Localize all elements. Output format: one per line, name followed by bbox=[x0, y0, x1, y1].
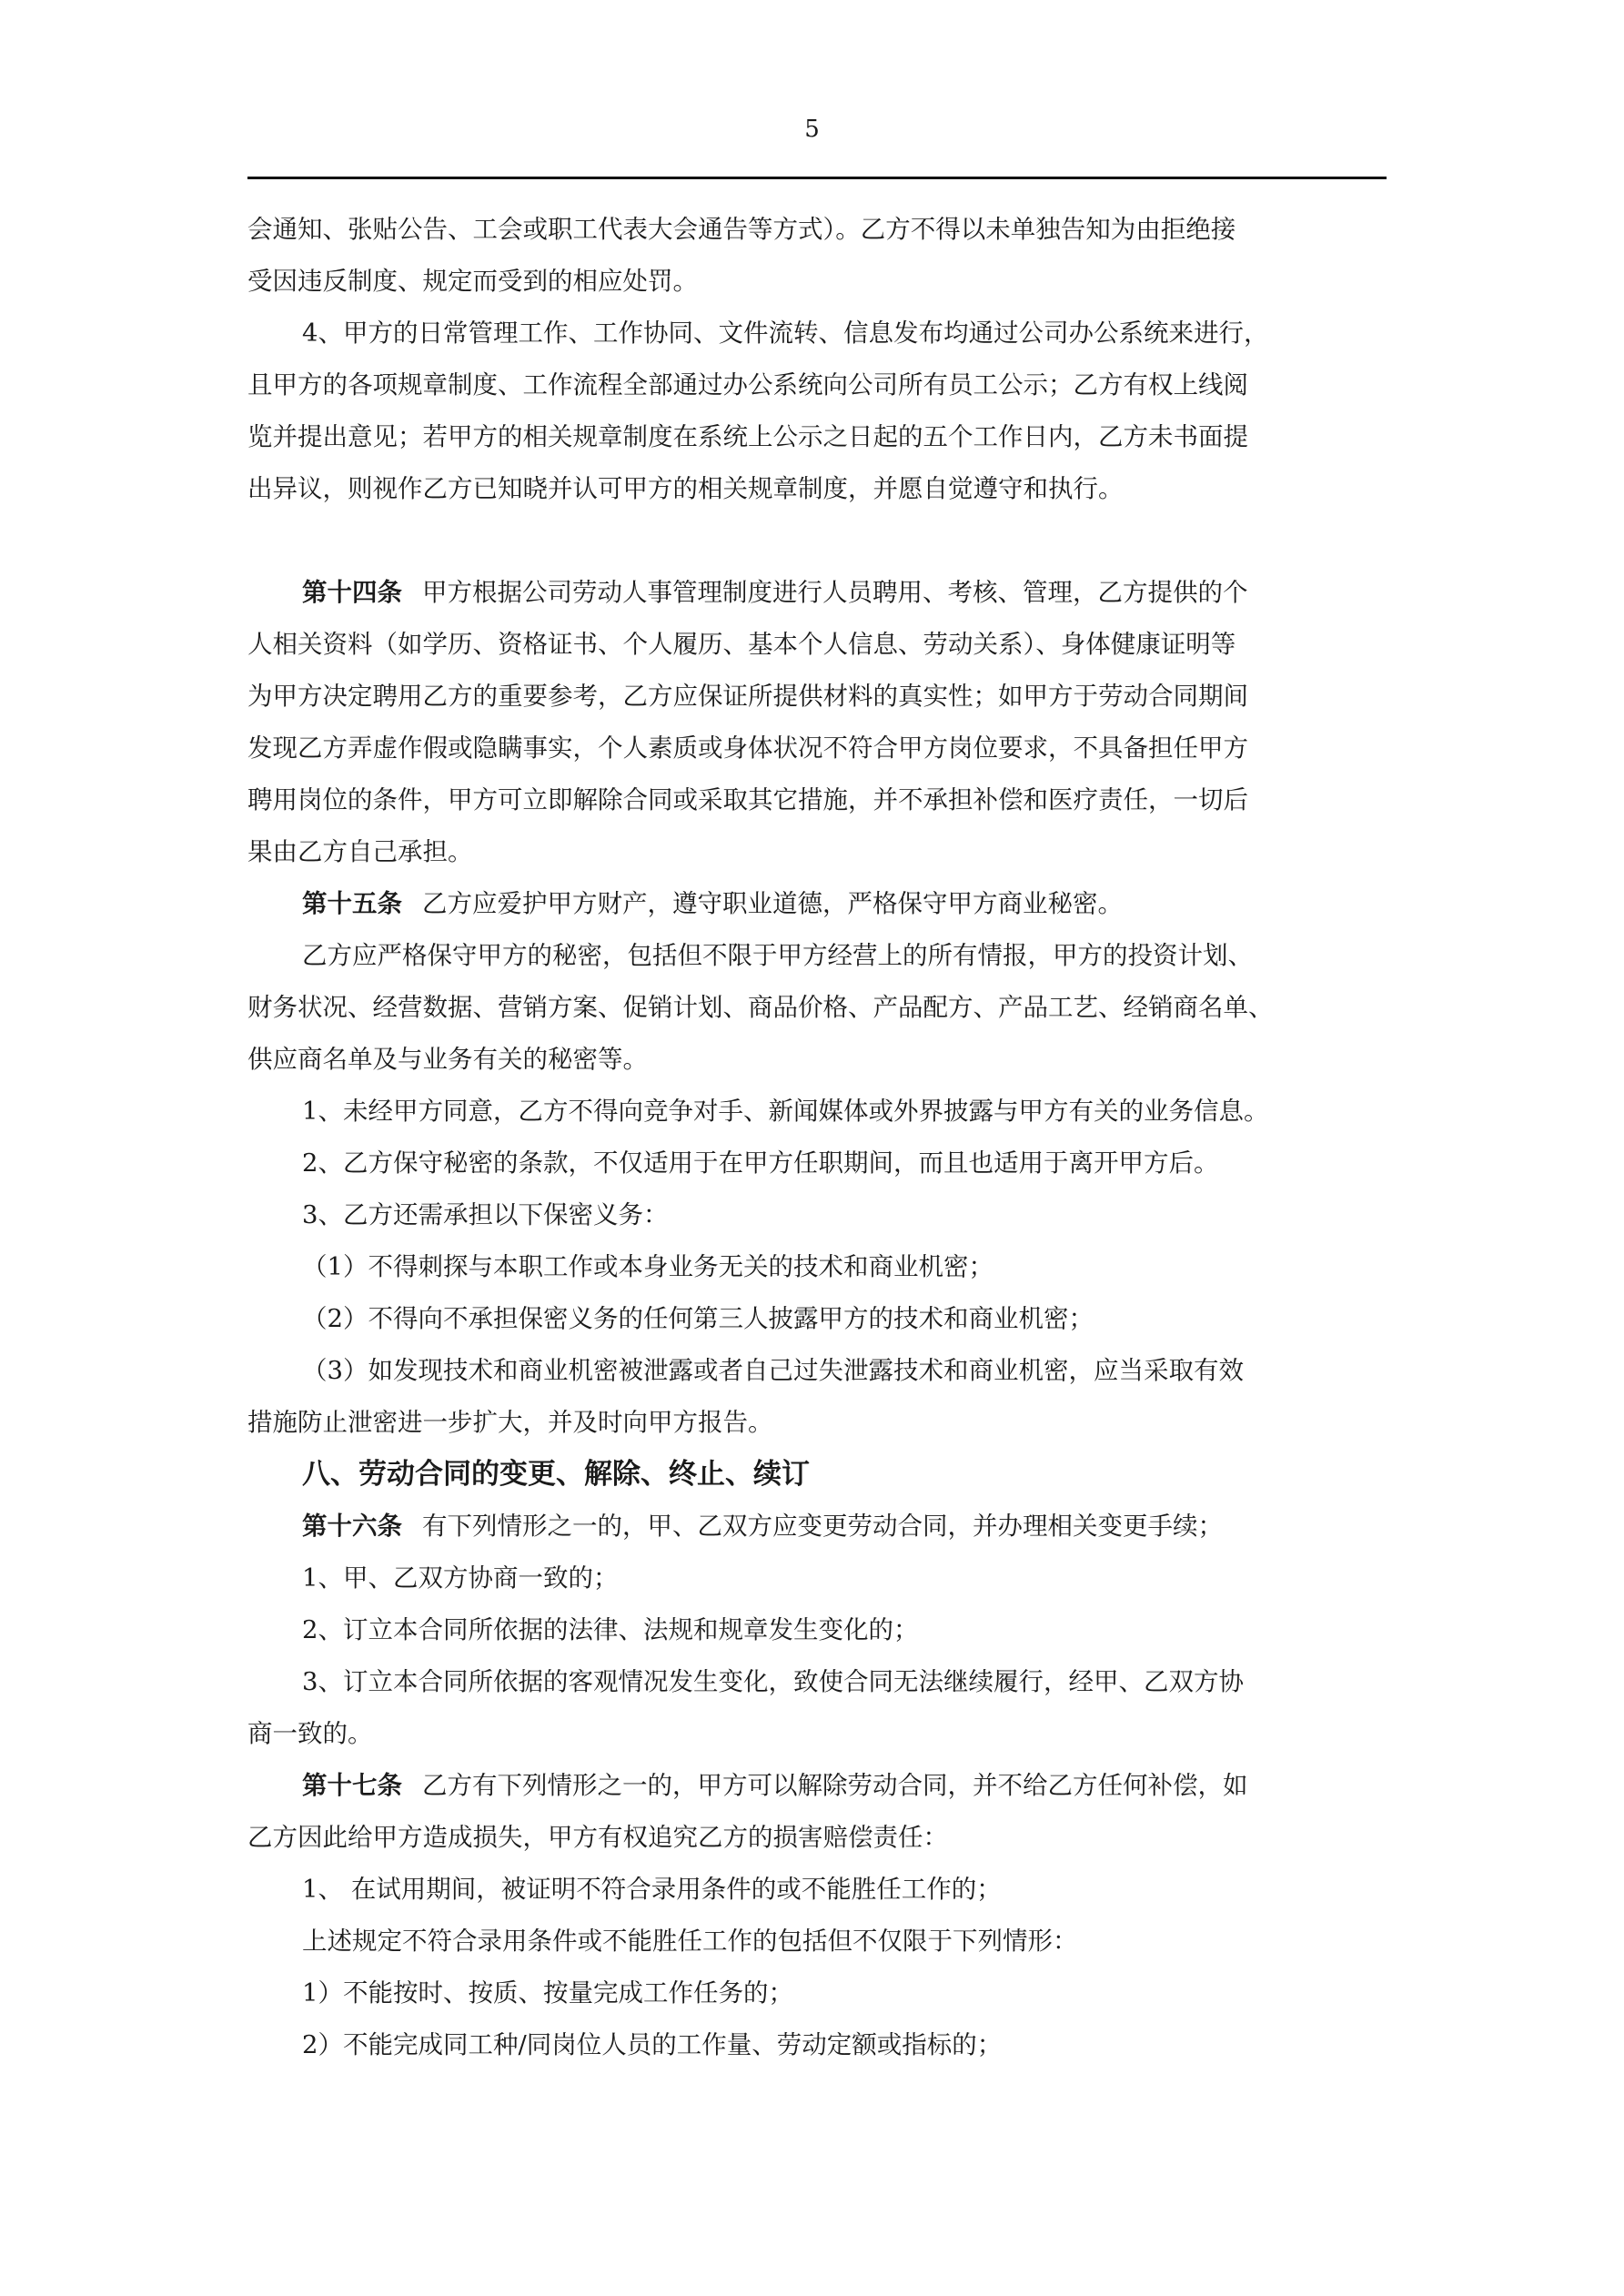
article-text: 甲方根据公司劳动人事管理制度进行人员聘用、考核、管理，乙方提供的个 bbox=[422, 578, 1248, 607]
document-body bbox=[247, 204, 1387, 2071]
list-item: 3、乙方还需承担以下保密义务： bbox=[302, 1200, 669, 1229]
paragraph-line: 发现乙方弄虚作假或隐瞒事实，个人素质或身体状况不符合甲方岗位要求，不具备担任甲方 bbox=[247, 733, 1248, 763]
article-label: 第十七条 bbox=[302, 1771, 402, 1800]
page-number: 5 bbox=[804, 116, 820, 143]
paragraph-line: 措施防止泄密进一步扩大，并及时向甲方报告。 bbox=[247, 1408, 773, 1437]
article-text: 乙方应爱护甲方财产，遵守职业道德，严格保守甲方商业秘密。 bbox=[422, 889, 1123, 918]
paragraph-line: 聘用岗位的条件，甲方可立即解除合同或采取其它措施，并不承担补偿和医疗责任，一切后 bbox=[247, 785, 1248, 814]
paragraph-line: 会通知、张贴公告、工会或职工代表大会通告等方式）。乙方不得以未单独告知为由拒绝接 bbox=[247, 215, 1236, 244]
paragraph-line: 出异议，则视作乙方已知晓并认可甲方的相关规章制度，并愿自觉遵守和执行。 bbox=[247, 474, 1124, 503]
paragraph-line: 览并提出意见；若甲方的相关规章制度在系统上公示之日起的五个工作日内，乙方未书面提 bbox=[247, 422, 1248, 451]
paragraph-line: 乙方应严格保守甲方的秘密，包括但不限于甲方经营上的所有情报，甲方的投资计划、 bbox=[302, 941, 1253, 970]
sub-list-item: 2）不能完成同工种/同岗位人员的工作量、劳动定额或指标的； bbox=[302, 2030, 1003, 2059]
sub-list-item: （2）不得向不承担保密义务的任何第三人披露甲方的技术和商业机密； bbox=[302, 1304, 1094, 1333]
article-label: 第十六条 bbox=[302, 1512, 402, 1541]
list-item: 2、乙方保守秘密的条款，不仅适用于在甲方任职期间，而且也适用于离开甲方后。 bbox=[302, 1148, 1219, 1178]
list-item: 1、 在试用期间，被证明不符合录用条件的或不能胜任工作的； bbox=[302, 1875, 1002, 1904]
sub-list-item: （1）不得刺探与本职工作或本身业务无关的技术和商业机密； bbox=[302, 1252, 994, 1281]
paragraph-line: 人相关资料（如学历、资格证书、个人履历、基本个人信息、劳动关系）、身体健康证明等 bbox=[247, 630, 1236, 659]
list-item: 2、订立本合同所依据的法律、法规和规章发生变化的； bbox=[302, 1615, 919, 1644]
article-14-line bbox=[247, 567, 1387, 619]
paragraph-line: 受因违反制度、规定而受到的相应处罚。 bbox=[247, 267, 698, 296]
paragraph-line: 供应商名单及与业务有关的秘密等。 bbox=[247, 1045, 648, 1074]
paragraph-line: 乙方因此给甲方造成损失，甲方有权追究乙方的损害赔偿责任： bbox=[247, 1823, 948, 1852]
list-item: 3、订立本合同所依据的客观情况发生变化，致使合同无法继续履行，经甲、乙双方协 bbox=[302, 1667, 1244, 1696]
article-label: 第十四条 bbox=[302, 578, 402, 607]
paragraph-line: 果由乙方自己承担。 bbox=[247, 837, 473, 866]
sub-list-item: （3）如发现技术和商业机密被泄露或者自己过失泄露技术和商业机密，应当采取有效 bbox=[302, 1356, 1244, 1385]
article-15-line bbox=[247, 878, 1387, 930]
list-item: 1、甲、乙双方协商一致的； bbox=[302, 1563, 619, 1593]
article-16-line bbox=[247, 1501, 1387, 1553]
list-item: 1、未经甲方同意，乙方不得向竞争对手、新闻媒体或外界披露与甲方有关的业务信息。 bbox=[302, 1097, 1269, 1126]
note-line: 上述规定不符合录用条件或不能胜任工作的包括但不仅限于下列情形： bbox=[302, 1927, 1078, 1956]
header-rule bbox=[247, 177, 1387, 179]
paragraph-line: 财务状况、经营数据、营销方案、促销计划、商品价格、产品配方、产品工艺、经销商名单、 bbox=[247, 993, 1274, 1022]
sub-list-item: 1）不能按时、按质、按量完成工作任务的； bbox=[302, 1978, 793, 2008]
paragraph-line: 且甲方的各项规章制度、工作流程全部通过办公系统向公司所有员工公示；乙方有权上线阅 bbox=[247, 370, 1248, 400]
article-text: 有下列情形之一的，甲、乙双方应变更劳动合同，并办理相关变更手续； bbox=[422, 1512, 1223, 1541]
article-17-line bbox=[247, 1760, 1387, 1812]
spacer bbox=[247, 515, 1387, 567]
paragraph-line: 4、甲方的日常管理工作、工作协同、文件流转、信息发布均通过公司办公系统来进行， bbox=[302, 319, 1269, 348]
paragraph-line: 商一致的。 bbox=[247, 1719, 373, 1748]
section-heading: 八、劳动合同的变更、解除、终止、续订 bbox=[302, 1458, 810, 1491]
paragraph-line: 为甲方决定聘用乙方的重要参考，乙方应保证所提供材料的真实性；如甲方于劳动合同期间 bbox=[247, 682, 1248, 711]
article-label: 第十五条 bbox=[302, 889, 402, 918]
article-text: 乙方有下列情形之一的，甲方可以解除劳动合同，并不给乙方任何补偿，如 bbox=[422, 1771, 1248, 1800]
